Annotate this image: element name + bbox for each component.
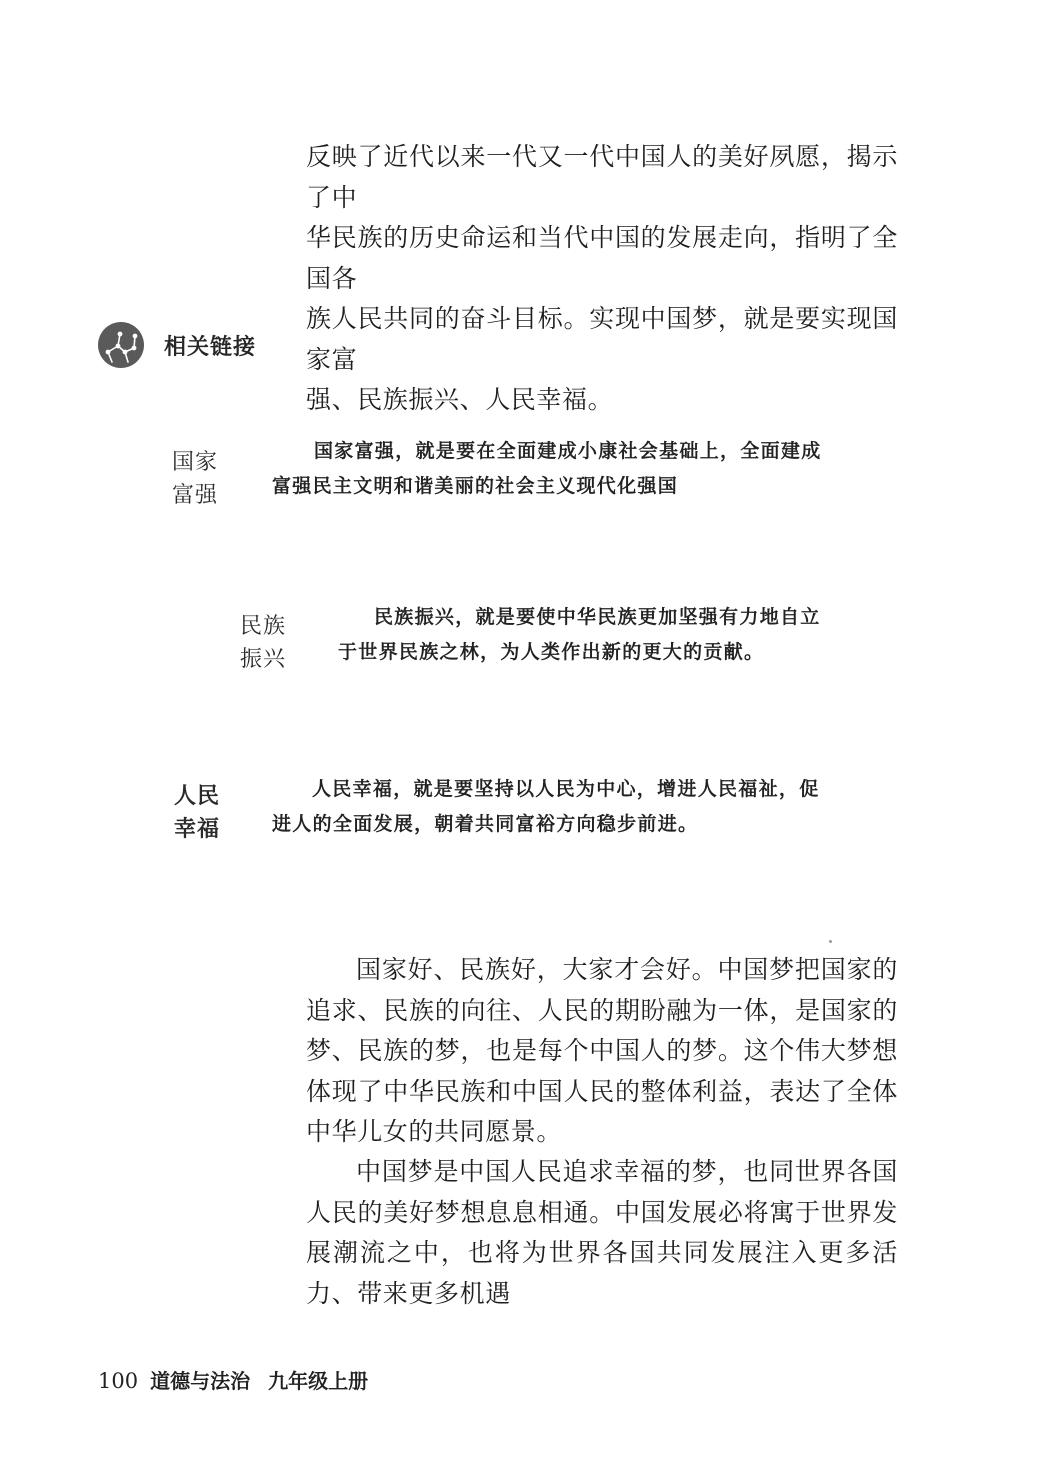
definition-people-happiness: 人民幸福，就是要坚持以人民为中心，增进人民福祉，促 进人的全面发展，朝着共同富裕方向稳步前进。 (272, 778, 820, 835)
body-paragraph: 国家好、民族好，大家才会好。中国梦把国家的追求、民族的向往、人民的期盼融为一体，是国家的梦、民族的梦，也是每个中国人的梦。这个伟大梦想体现了中华民族和中国人民的整体利益，表达了全体中华儿女的共同愿景。 (306, 955, 898, 1146)
network-nodes-icon (98, 322, 144, 368)
related-links-header (98, 322, 256, 368)
page-number: 100 (98, 1369, 139, 1393)
top-paragraph (306, 137, 898, 421)
top-paragraph-line: 华民族的历史命运和当代中国的发展走向，指明了全国各 (306, 223, 898, 293)
term-people-happiness: 人民 幸福 (174, 784, 221, 842)
term-national-prosperity: 国家 富强 (172, 450, 219, 508)
page-footer (98, 1365, 368, 1394)
book-title: 道德与法治 (150, 1369, 251, 1393)
scan-speck (829, 940, 832, 943)
body-paragraph: 中国梦是中国人民追求幸福的梦，也同世界各国人民的美好梦想息息相通。中国发展必将寓于世界发展潮流之中，也将为世界各国共同发展注入更多活力、带来更多机遇 (306, 1157, 898, 1308)
related-links-title: 相关链接 (164, 334, 257, 360)
top-paragraph-line: 族人民共同的奋斗目标。实现中国梦，就是要实现国家富 (306, 304, 898, 374)
definition-national-rejuvenation: 民族振兴，就是要使中华民族更加坚强有力地自立 于世界民族之林，为人类作出新的更大的贡献。 (338, 606, 821, 663)
definition-national-prosperity: 国家富强，就是要在全面建成小康社会基础上，全面建成 富强民主文明和谐美丽的社会主义现代化强国 (272, 440, 822, 497)
top-paragraph-line: 反映了近代以来一代又一代中国人的美好夙愿，揭示了中 (306, 142, 898, 212)
grade-label: 九年级上册 (268, 1369, 369, 1393)
top-paragraph-line: 强、民族振兴、人民幸福。 (306, 385, 614, 414)
term-national-rejuvenation: 民族 振兴 (240, 614, 287, 672)
